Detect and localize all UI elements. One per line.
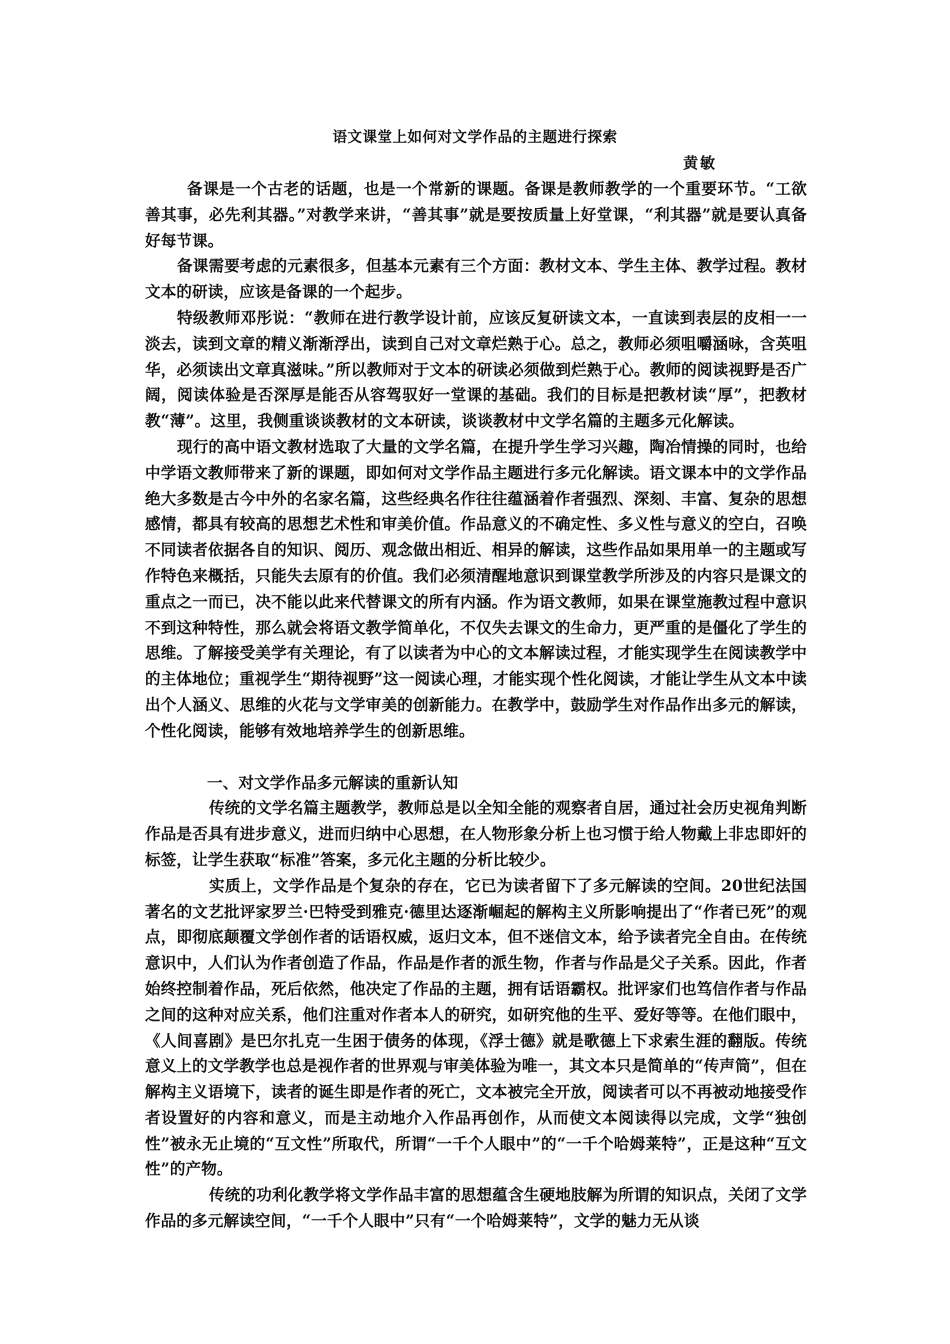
paragraph: 现行的高中语文教材选取了大量的文学名篇，在提升学生学习兴趣，陶冶情操的同时，也给中学语文教师带来了新的课题，即如何对文学作品主题进行多元化解读。语文课本中的文学作品绝大多数是古今中外的名家名篇，这些经典名作往往蕴涵着作者强烈、深刻、丰富、复杂的思想感情，都具有较高的思想艺术性和审美价值。作品意义的不确定性、多义性与意义的空白，召唤不同读者依据各自的知识、阅历、观念做出相近、相异的解读，这些作品如果用单一的主题或写作特色来概括，只能失去原有的价值。我们必须清醒地意识到课堂教学所涉及的内容只是课文的重点之一而已，决不能以此来代替课文的所有内涵。作为语文教师，如果在课堂施教过程中意识不到这种特性，那么就会将语文教学简单化，不仅失去课文的生命力，更严重的是僵化了学生的思维。了解接受美学有关理论，有了以读者为中心的文本解读过程，才能实现学生在阅读教学中的主体地位；重视学生“期待视野”这一阅读心理，才能实现个性化阅读，才能让学生从文本中读出个人涵义、思维的火花与文学审美的创新能力。在教学中，鼓励学生对作品作出多元的解读，个性化阅读，能够有效地培养学生的创新思维。	[145, 436, 807, 740]
paragraph: 实质上，文学作品是个复杂的存在，它已为读者留下了多元解读的空间。20世纪法国著名的文艺批评家罗兰·巴特受到雅克·德里达逐渐崛起的解构主义所影响提出了“作者已死”的观点，即彻底颠覆文学创作者的话语权威，返归文本，但不迷信文本，给予读者完全自由。在传统意识中，人们认为作者创造了作品，作品是作者的派生物，作者与作品是父子关系。因此，作者始终控制着作品，死后依然，他决定了作品的主题，拥有话语霸权。批评家们也笃信作者与作品之间的这种对应关系，他们注重对作者本人的研究，如研究他的生平、爱好等等。在他们眼中，《人间喜剧》是巴尔扎克一生困于债务的体现，《浮士德》就是歌德上下求索生涯的翻版。传统意义上的文学教学也总是视作者的世界观与审美体验为唯一，其文本只是简单的“传声筒”，但在解构主义语境下，读者的诞生即是作者的死亡，文本被完全开放，阅读者可以不再被动地接受作者设置好的内容和意义，而是主动地介入作品再创作，从而使文本阅读得以完成，文学“独创性”被永无止境的“互文性”所取代，所谓“一千个人眼中”的“一千个哈姆莱特”，正是这种“互文性”的产物。	[145, 875, 807, 1179]
paragraph: 备课需要考虑的元素很多，但基本元素有三个方面：教材文本、学生主体、教学过程。教材文本的研读，应该是备课的一个起步。	[145, 256, 807, 302]
document-body	[145, 176, 807, 1234]
paragraph: 传统的文学名篇主题教学，教师总是以全知全能的观察者自居，通过社会历史视角判断作品是否具有进步意义，进而归纳中心思想，在人物形象分析上也习惯于给人物戴上非忠即奸的标签，让学生获取“标准”答案，多元化主题的分析比较少。	[145, 798, 807, 869]
author-name: 黄敏	[683, 154, 718, 172]
section-heading: 一、对文学作品多元解读的重新认知	[207, 772, 459, 792]
paragraph: 特级教师邓彤说：“教师在进行教学设计前，应该反复研读文本，一直读到表层的皮相一一淡去，读到文章的精义渐渐浮出，读到自己对文章烂熟于心。总之，教师必须咀嚼涵咏，含英咀华，必须读出文章真滋味。”所以教师对于文本的研读必须做到烂熟于心。教师的阅读视野是否广阔，阅读体验是否深厚是能否从容驾驭好一堂课的基础。我们的目标是把教材读“厚”，把教材教“薄”。这里，我侧重谈谈教材的文本研读，谈谈教材中文学名篇的主题多元化解读。	[145, 307, 807, 431]
paragraph: 备课是一个古老的话题，也是一个常新的课题。备课是教师教学的一个重要环节。“工欲善其事，必先利其器。”对教学来讲，“善其事”就是要按质量上好堂课，“利其器”就是要认真备好每节课。	[145, 179, 807, 250]
section-gap	[145, 744, 807, 770]
paragraph: 传统的功利化教学将文学作品丰富的思想蕴含生硬地肢解为所谓的知识点，关闭了文学作品的多元解读空间，“一千个人眼中”只有“一个哈姆莱特”，文学的魅力无从谈	[145, 1185, 807, 1231]
page-title: 语文课堂上如何对文学作品的主题进行探索	[332, 129, 618, 146]
